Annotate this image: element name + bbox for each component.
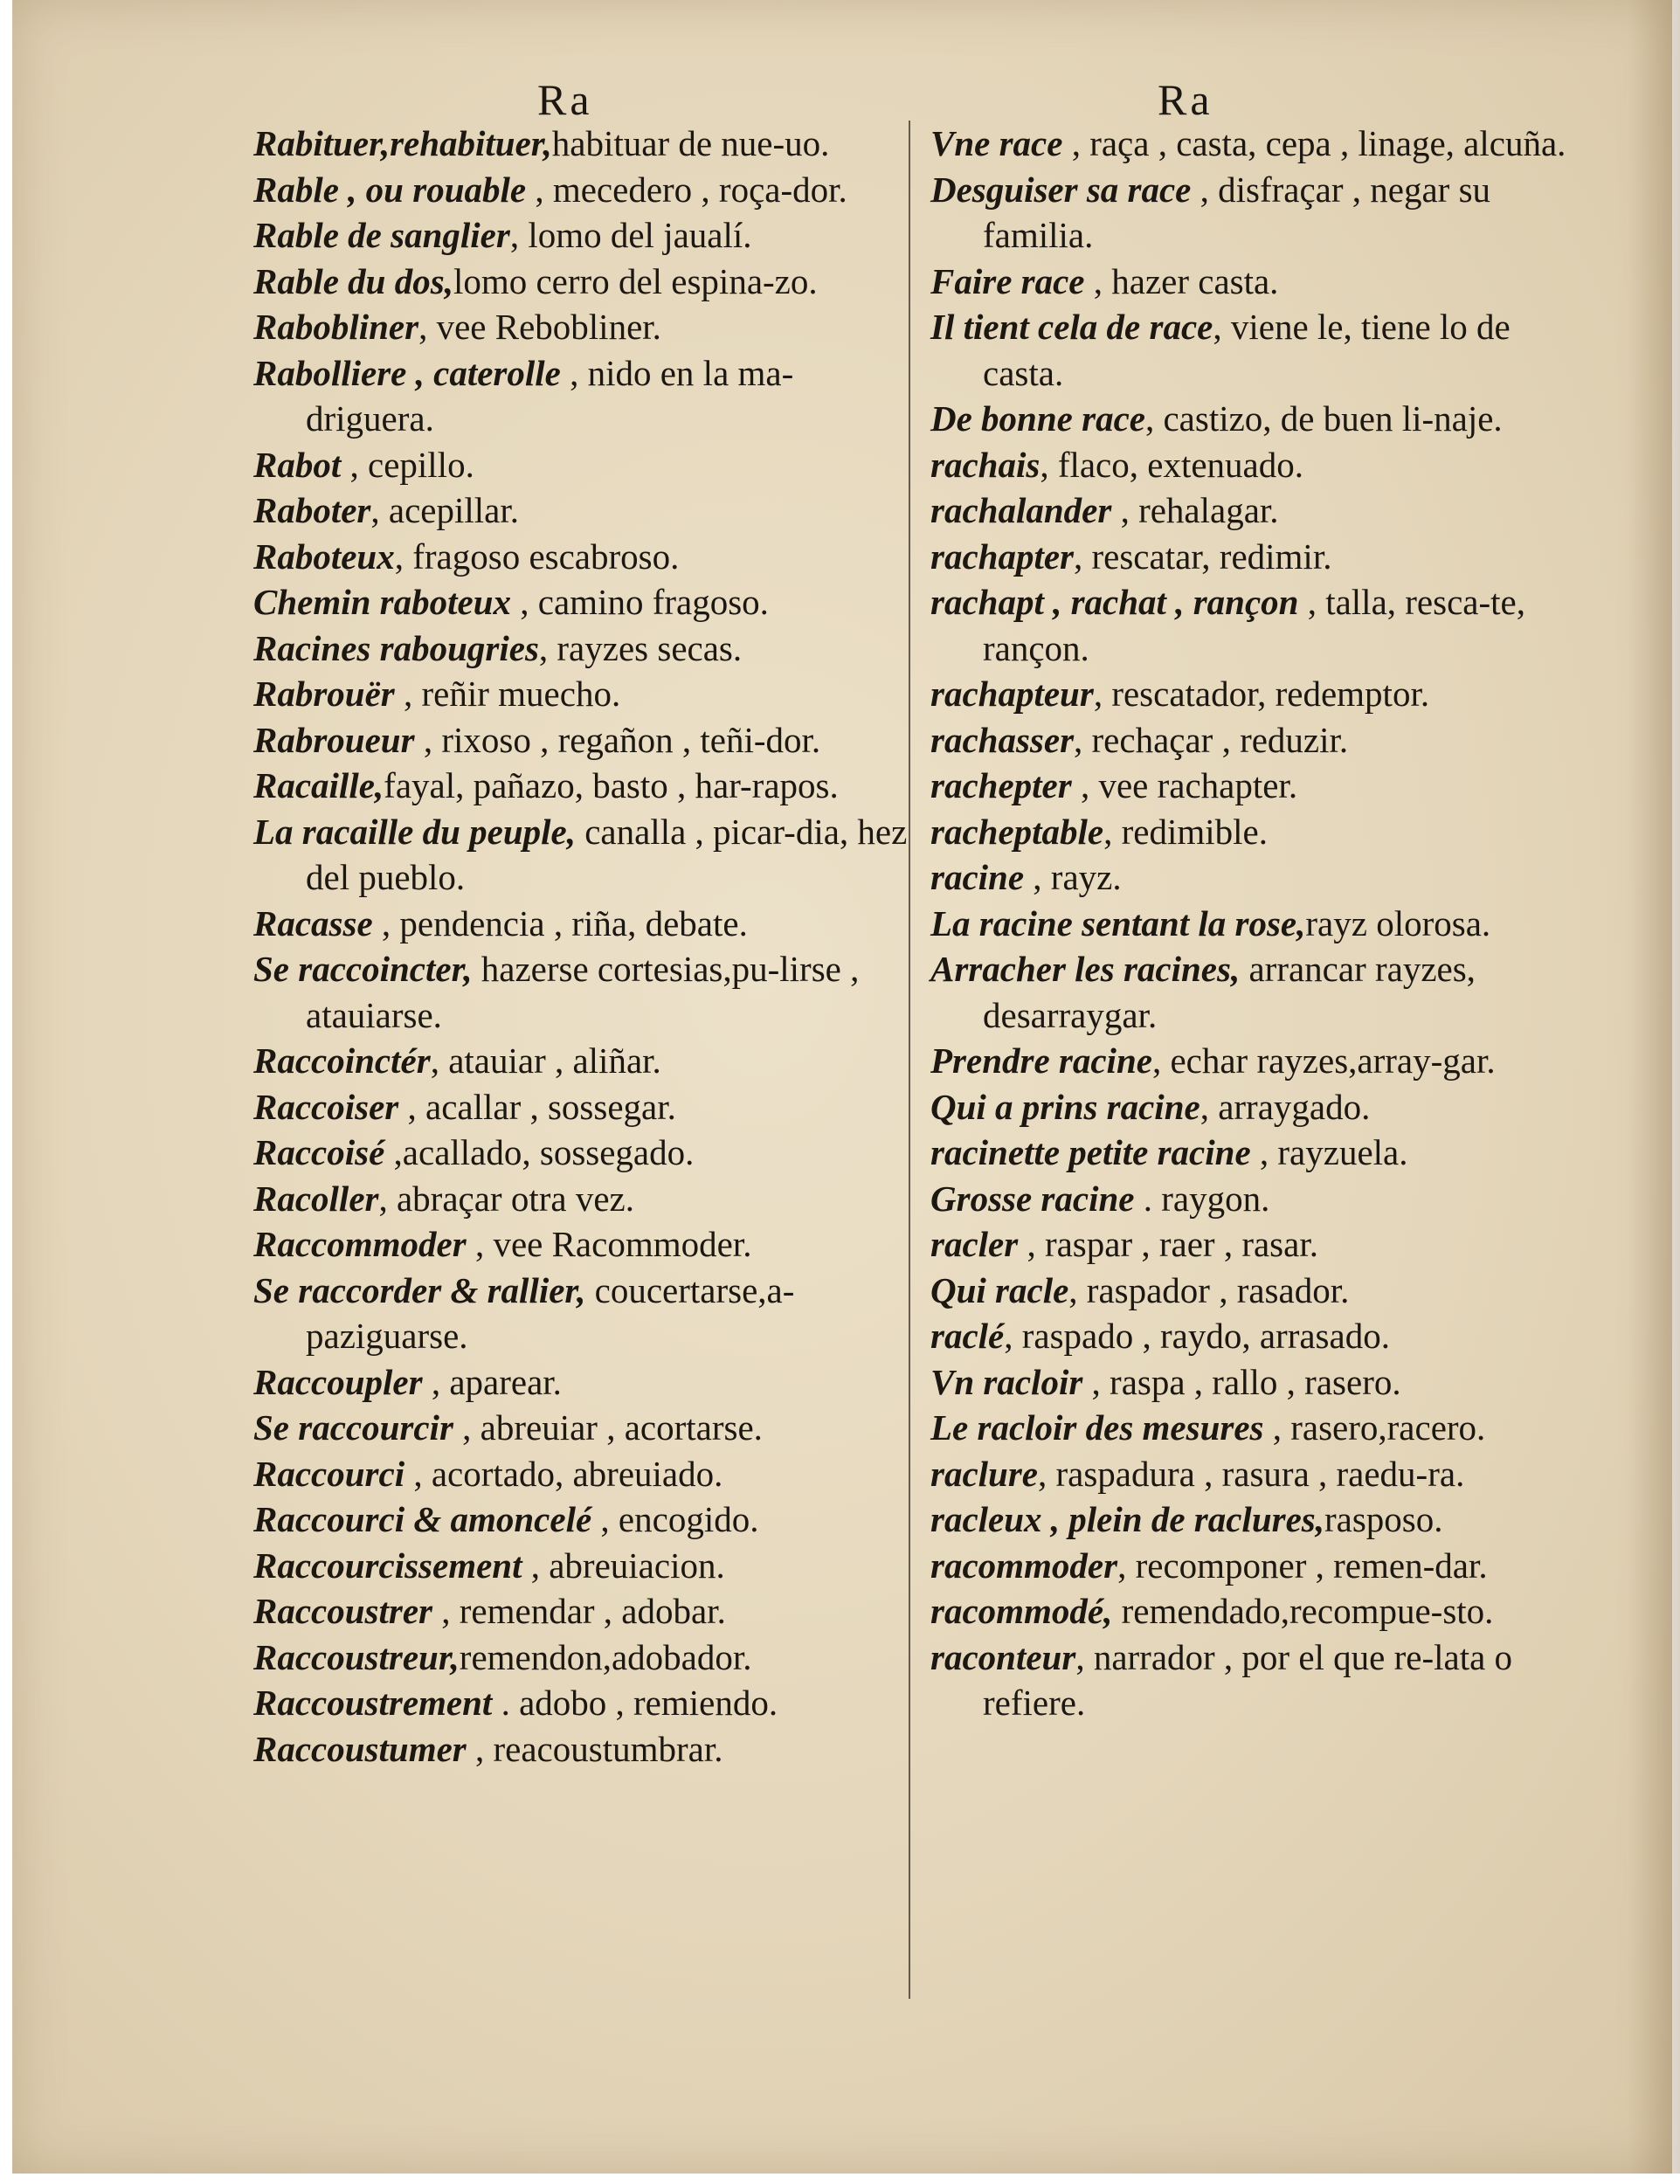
- entry-headword: Faire race: [930, 260, 1085, 301]
- entry-headword: Se raccourcir: [253, 1407, 453, 1448]
- entry-headword: Vn racloir: [930, 1361, 1083, 1402]
- entry-translation: lomo cerro del espina-zo.: [453, 260, 818, 301]
- entry-headword: Rabot: [253, 444, 342, 485]
- dictionary-entry: [253, 442, 917, 488]
- dictionary-entry: [253, 167, 917, 213]
- entry-translation: , pendencia , riña, debate.: [372, 902, 748, 943]
- right-entries-list: [930, 121, 1594, 1726]
- entry-headword: Raccourci: [253, 1453, 405, 1494]
- entry-translation: , vee rachapter.: [1071, 765, 1298, 805]
- entry-headword: Prendre racine: [930, 1040, 1152, 1081]
- entry-translation: , rayz.: [1024, 857, 1122, 897]
- dictionary-entry: [930, 396, 1594, 442]
- entry-translation: rasposo.: [1324, 1499, 1443, 1539]
- dictionary-entry: [253, 1405, 917, 1451]
- dictionary-entry: [930, 1313, 1594, 1359]
- entry-translation: , abreuiacion.: [522, 1545, 725, 1586]
- entry-translation: , rayzuela.: [1250, 1132, 1408, 1172]
- entry-translation: , aparear.: [422, 1361, 562, 1402]
- entry-headword: Raccoustrement: [253, 1683, 493, 1723]
- entry-translation: , vee Rebobliner.: [418, 307, 661, 347]
- entry-translation: , atauiar , aliñar.: [430, 1040, 661, 1081]
- entry-headword: La racaille du peuple,: [253, 811, 576, 852]
- dictionary-entry: [253, 487, 917, 534]
- entry-headword: Raccourcissement: [253, 1545, 522, 1586]
- dictionary-entry: [253, 121, 917, 167]
- entry-translation: , raspador , rasador.: [1068, 1269, 1350, 1310]
- right-column-header: Ra: [1158, 75, 1213, 124]
- dictionary-entry: [930, 304, 1594, 396]
- entry-headword: Rabrouër: [253, 674, 395, 714]
- dictionary-entry: [930, 1221, 1594, 1268]
- entry-headword: racommodé,: [930, 1591, 1113, 1631]
- entry-headword: Raboteux: [253, 536, 395, 577]
- entry-headword: Chemin raboteux: [253, 582, 512, 622]
- dictionary-entry: [253, 1268, 917, 1359]
- entry-headword: Raboter: [253, 490, 371, 530]
- entry-headword: Rabobliner: [253, 307, 419, 347]
- dictionary-entry: [253, 1451, 917, 1497]
- entry-headword: racine: [930, 857, 1025, 897]
- dictionary-entry: [930, 442, 1594, 488]
- entry-headword: rachalander: [930, 490, 1112, 530]
- entry-headword: Raccourci & amoncelé: [253, 1499, 592, 1539]
- entry-translation: , mecedero , roça-dor.: [526, 169, 847, 210]
- entry-headword: rachapt , rachat , rançon: [930, 582, 1299, 622]
- dictionary-entry: [930, 1038, 1594, 1084]
- entry-translation: fayal, pañazo, basto , har-rapos.: [384, 765, 839, 805]
- entry-headword: Se raccorder & rallier,: [253, 1269, 586, 1310]
- entry-translation: , castizo, de buen li-naje.: [1144, 398, 1503, 439]
- dictionary-entry: [930, 1451, 1594, 1497]
- entry-headword: Rabroueur: [253, 719, 415, 760]
- entry-headword: Arracher les racines,: [930, 949, 1241, 989]
- entry-headword: De bonne race: [930, 398, 1145, 439]
- dictionary-entry: [253, 1038, 917, 1084]
- dictionary-entry: [253, 1726, 917, 1773]
- entry-headword: Qui racle: [930, 1269, 1069, 1310]
- entry-headword: Racines rabougries: [253, 627, 539, 668]
- entry-translation: , rechaçar , reduzir.: [1074, 719, 1349, 760]
- entry-translation: , rayzes secas.: [538, 627, 743, 668]
- dictionary-entry: [930, 717, 1594, 764]
- dictionary-entry: [930, 487, 1594, 534]
- entry-translation: , acortado, abreuiado.: [404, 1453, 723, 1494]
- entry-translation: , encogido.: [591, 1499, 759, 1539]
- dictionary-entry: [930, 1084, 1594, 1130]
- entry-headword: Rable de sanglier: [253, 215, 510, 255]
- entry-translation: canalla , picar-dia, hez del pueblo.: [306, 811, 908, 897]
- dictionary-entry: [253, 625, 917, 672]
- dictionary-entry: [253, 304, 917, 350]
- entry-headword: Raccoupler: [253, 1361, 423, 1402]
- dictionary-entry: [253, 1221, 917, 1268]
- entry-translation: , talla, resca-te, rançon.: [983, 582, 1525, 668]
- entry-translation: hazerse cortesias,pu-lirse , atauiarse.: [306, 949, 860, 1035]
- entry-headword: rachasser: [930, 719, 1075, 760]
- dictionary-entry: [253, 1496, 917, 1543]
- dictionary-entry: [253, 579, 917, 625]
- entry-headword: Il tient cela de race: [930, 307, 1213, 347]
- entry-headword: Raccoustreur,: [253, 1636, 460, 1677]
- entry-translation: . adobo , remiendo.: [492, 1683, 778, 1723]
- left-column-header: Ra: [537, 75, 593, 124]
- dictionary-entry: [253, 350, 917, 442]
- dictionary-entry: [930, 1176, 1594, 1222]
- entry-translation: , raspado , raydo, arrasado.: [1004, 1316, 1390, 1356]
- dictionary-entry: [930, 901, 1594, 947]
- entry-headword: Desguiser sa race: [930, 169, 1192, 210]
- entry-translation: , raça , casta, cepa , linage, alcuña.: [1062, 123, 1566, 163]
- dictionary-entry: [930, 1130, 1594, 1176]
- entry-headword: raclé: [930, 1316, 1005, 1356]
- dictionary-entry: [930, 1268, 1594, 1314]
- entry-translation: habituar de nue-uo.: [551, 123, 830, 163]
- entry-headword: Rable , ou rouable: [253, 169, 527, 210]
- entry-headword: Rabituer,rehabituer,: [253, 123, 552, 163]
- entry-translation: , narrador , por el que re-lata o refiere.: [983, 1636, 1513, 1723]
- entry-translation: , rasero,racero.: [1263, 1407, 1486, 1448]
- dictionary-entry: [253, 1543, 917, 1589]
- entry-headword: Rabolliere , caterolle: [253, 352, 561, 393]
- entry-translation: , abraçar otra vez.: [378, 1178, 634, 1219]
- dictionary-entry: [930, 259, 1594, 305]
- entry-headword: raclure: [930, 1453, 1038, 1494]
- entry-translation: , rescatar, redimir.: [1074, 536, 1332, 577]
- dictionary-entry: [930, 671, 1594, 717]
- entry-translation: , raspadura , rasura , raedu-ra.: [1038, 1453, 1465, 1494]
- entry-headword: Raccoiser: [253, 1086, 399, 1127]
- entry-translation: , recomponer , remen-dar.: [1117, 1545, 1488, 1586]
- entry-headword: Raccoustumer: [253, 1728, 467, 1769]
- dictionary-entry: [253, 1588, 917, 1635]
- entry-headword: Vne race: [930, 123, 1063, 163]
- entry-translation: , rixoso , regañon , teñi-dor.: [414, 719, 821, 760]
- entry-headword: raconteur: [930, 1636, 1076, 1677]
- dictionary-entry: [930, 1405, 1594, 1451]
- dictionary-entry: [253, 763, 917, 809]
- entry-translation: , viene le, tiene lo de casta.: [983, 307, 1511, 393]
- entry-headword: Rable du dos,: [253, 260, 453, 301]
- entry-translation: , rescatador, redemptor.: [1093, 674, 1430, 714]
- entry-headword: racommoder: [930, 1545, 1118, 1586]
- dictionary-entry: [253, 212, 917, 259]
- dictionary-entry: [930, 1543, 1594, 1589]
- entry-headword: rachepter: [930, 765, 1072, 805]
- entry-translation: , abreuiar , acortarse.: [453, 1407, 763, 1448]
- dictionary-entry: [930, 579, 1594, 671]
- entry-headword: La racine sentant la rose,: [930, 902, 1306, 943]
- entry-headword: Le racloir des mesures: [930, 1407, 1264, 1448]
- entry-translation: , camino fragoso.: [511, 582, 769, 622]
- entry-translation: , raspar , raer , rasar.: [1018, 1224, 1318, 1264]
- dictionary-entry: [253, 1359, 917, 1406]
- entry-headword: racleux , plein de raclures,: [930, 1499, 1324, 1539]
- entry-translation: rayz olorosa.: [1305, 902, 1491, 943]
- entry-translation: , disfraçar , negar su familia.: [983, 169, 1491, 255]
- entry-translation: , reñir muecho.: [394, 674, 621, 714]
- dictionary-entry: [253, 259, 917, 305]
- entry-headword: Racasse: [253, 902, 373, 943]
- entry-headword: racinette petite racine: [930, 1132, 1251, 1172]
- dictionary-entry: [930, 1588, 1594, 1635]
- entry-headword: Qui a prins racine: [930, 1086, 1200, 1127]
- entry-translation: , acepillar.: [370, 490, 520, 530]
- entry-translation: , reacoustumbrar.: [466, 1728, 723, 1769]
- dictionary-entry: [253, 1176, 917, 1222]
- entry-translation: , redimible.: [1103, 811, 1269, 852]
- dictionary-entry: [253, 1635, 917, 1681]
- entry-translation: . raygon.: [1134, 1178, 1270, 1219]
- entry-translation: , hazer casta.: [1084, 260, 1279, 301]
- entry-translation: ,acallado, sossegado.: [384, 1132, 695, 1172]
- left-entries-list: [253, 121, 917, 1772]
- entry-headword: rachais: [930, 444, 1040, 485]
- dictionary-entry: [253, 1084, 917, 1130]
- entry-headword: Raccoisé: [253, 1132, 385, 1172]
- dictionary-entry: [930, 1635, 1594, 1726]
- dictionary-entry: [930, 1359, 1594, 1406]
- entry-translation: coucertarse,a-paziguarse.: [306, 1269, 795, 1356]
- entry-translation: , raspa , rallo , rasero.: [1082, 1361, 1401, 1402]
- entry-headword: Racoller: [253, 1178, 379, 1219]
- entry-translation: remendado,recompue-sto.: [1112, 1591, 1494, 1631]
- entry-translation: , nido en la ma-driguera.: [306, 352, 794, 439]
- dictionary-entry: [253, 717, 917, 764]
- entry-translation: remendon,adobador.: [459, 1636, 752, 1677]
- entry-translation: , rehalagar.: [1111, 490, 1279, 530]
- entry-headword: Grosse racine: [930, 1178, 1135, 1219]
- entry-headword: racheptable: [930, 811, 1104, 852]
- entry-headword: Se raccoincter,: [253, 949, 473, 989]
- dictionary-entry: [930, 121, 1594, 167]
- entry-headword: racler: [930, 1224, 1019, 1264]
- entry-headword: Racaille,: [253, 765, 384, 805]
- entry-translation: , remendar , adobar.: [432, 1591, 726, 1631]
- entry-translation: , vee Racommoder.: [466, 1224, 752, 1264]
- entry-translation: , fragoso escabroso.: [394, 536, 680, 577]
- dictionary-entry: [253, 534, 917, 580]
- dictionary-entry: [253, 946, 917, 1038]
- dictionary-entry: [253, 809, 917, 901]
- entry-headword: Raccoinctér: [253, 1040, 431, 1081]
- entry-translation: , lomo del jaualí.: [509, 215, 752, 255]
- dictionary-entry: [930, 763, 1594, 809]
- dictionary-entry: [930, 854, 1594, 901]
- dictionary-entry: [930, 809, 1594, 855]
- entry-translation: , echar rayzes,array-gar.: [1151, 1040, 1496, 1081]
- dictionary-entry: [930, 167, 1594, 259]
- entry-headword: Raccommoder: [253, 1224, 467, 1264]
- dictionary-entry: [930, 946, 1594, 1038]
- page-fold-shadow: [1628, 0, 1680, 2174]
- dictionary-entry: [253, 1680, 917, 1726]
- dictionary-entry: [930, 534, 1594, 580]
- entry-translation: arrancar rayzes, desarraygar.: [983, 949, 1476, 1035]
- entry-translation: , flaco, extenuado.: [1040, 444, 1303, 485]
- entry-headword: Raccoustrer: [253, 1591, 432, 1631]
- dictionary-entry: [930, 1496, 1594, 1543]
- entry-translation: , cepillo.: [341, 444, 474, 485]
- entry-headword: rachapter: [930, 536, 1074, 577]
- entry-translation: , acallar , sossegar.: [398, 1086, 676, 1127]
- dictionary-entry: [253, 671, 917, 717]
- entry-headword: rachapteur: [930, 674, 1094, 714]
- dictionary-entry: [253, 901, 917, 947]
- entry-translation: , arraygado.: [1200, 1086, 1371, 1127]
- dictionary-entry: [253, 1130, 917, 1176]
